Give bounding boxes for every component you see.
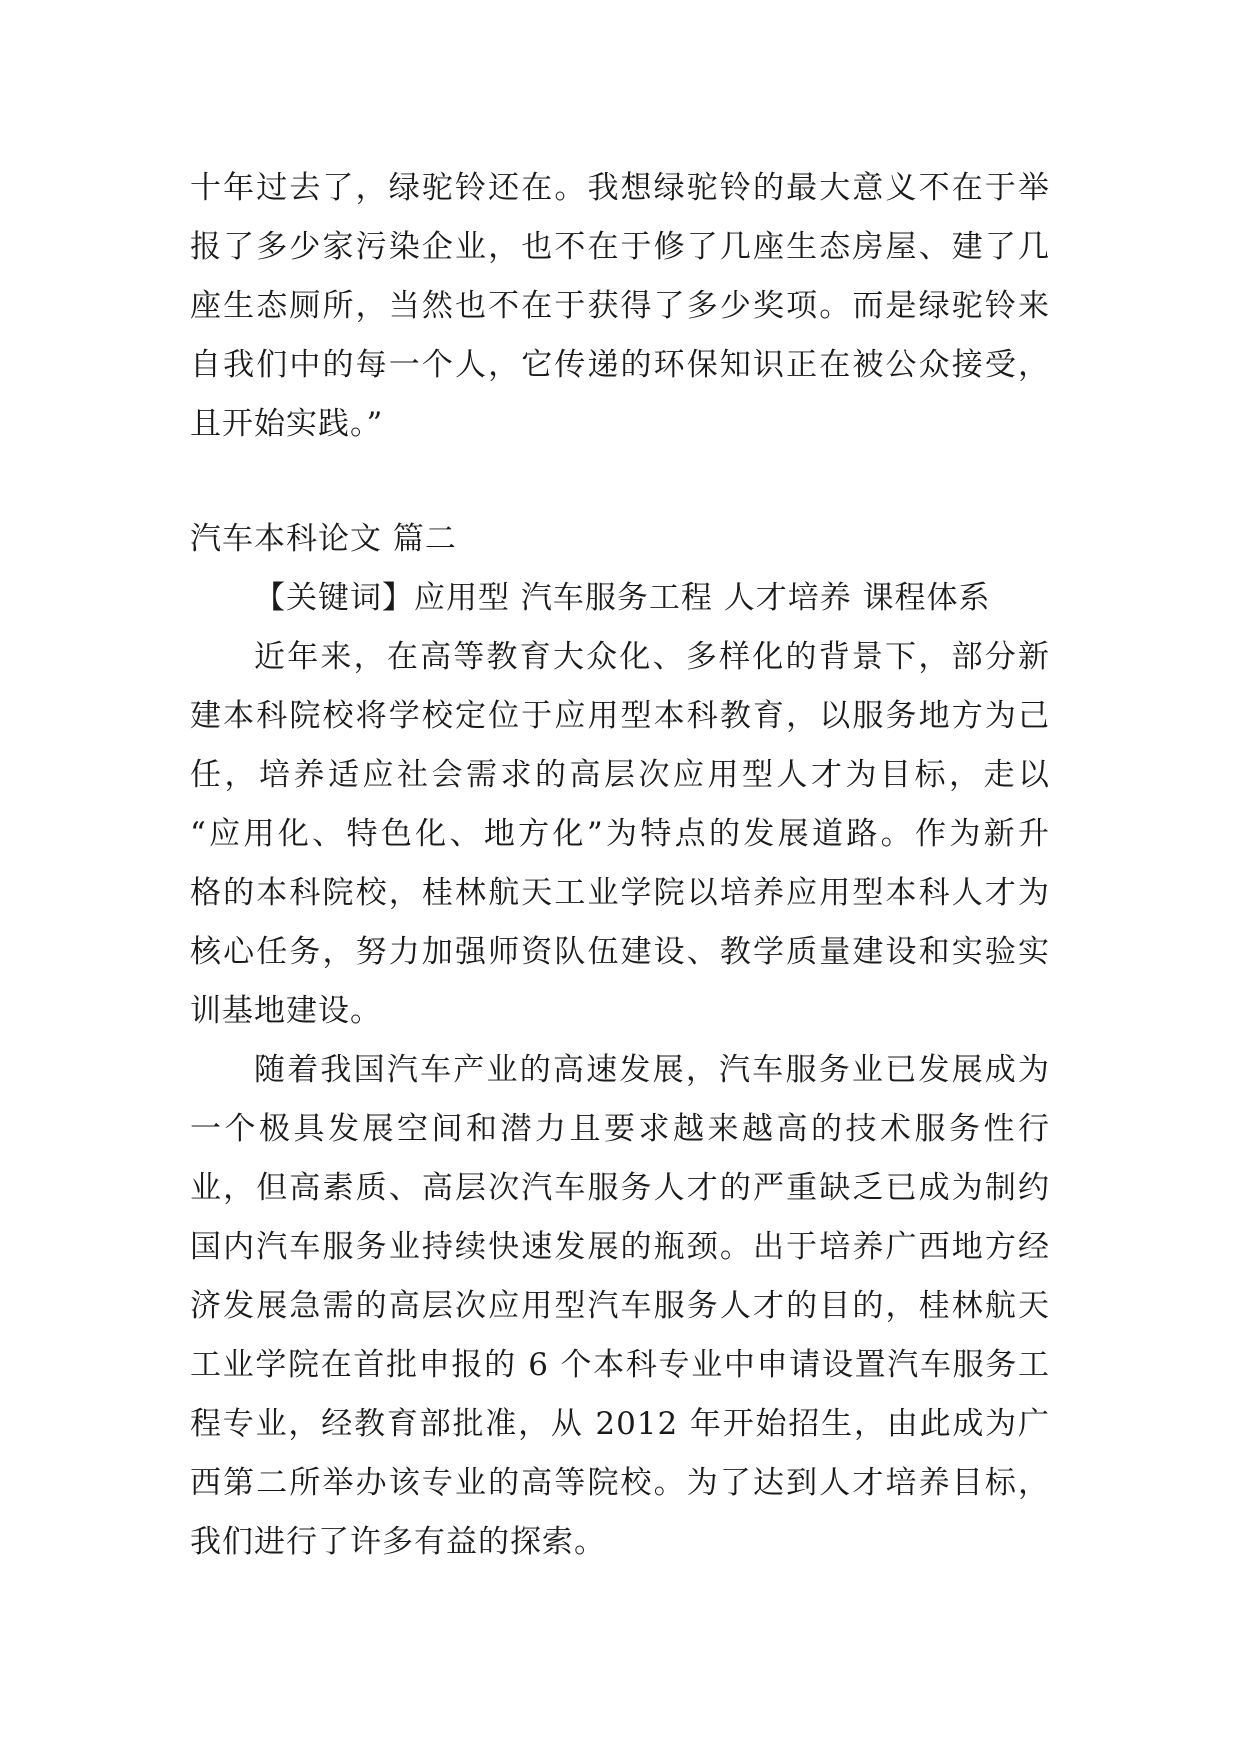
text-line: 格的本科院校，桂林航天工业学院以培养应用型本科人才为	[190, 875, 1050, 911]
text-line: 济发展急需的高层次应用型汽车服务人才的目的，桂林航天	[190, 1288, 1050, 1324]
text-line: 西第二所举办该专业的高等院校。为了达到人才培养目标，	[190, 1465, 1050, 1501]
text-line: 一个极具发展空间和潜力且要求越来越高的技术服务性行	[190, 1111, 1050, 1147]
text-line: 随着我国汽车产业的高速发展，汽车服务业已发展成为	[254, 1052, 1050, 1088]
text-line: 十年过去了，绿驼铃还在。我想绿驼铃的最大意义不在于举	[190, 170, 1050, 206]
section-heading: 汽车本科论文 篇二	[190, 521, 457, 557]
text-line: 任，培养适应社会需求的高层次应用型人才为目标，走以	[190, 757, 1050, 793]
text-line: 建本科院校将学校定位于应用型本科教育，以服务地方为己	[190, 698, 1050, 734]
text-line: 座生态厕所，当然也不在于获得了多少奖项。而是绿驼铃来	[190, 288, 1050, 324]
text-line: 近年来，在高等教育大众化、多样化的背景下，部分新	[254, 639, 1050, 675]
text-line: 自我们中的每一个人，它传递的环保知识正在被公众接受，	[190, 347, 1050, 383]
text-line: “应用化、特色化、地方化”为特点的发展道路。作为新升	[190, 816, 1050, 852]
text-line: 工业学院在首批申报的 6 个本科专业中申请设置汽车服务工	[190, 1347, 1050, 1383]
text-line: 且开始实践。”	[190, 406, 384, 442]
text-line: 程专业，经教育部批准，从 2012 年开始招生，由此成为广	[190, 1406, 1050, 1442]
keywords-line: 【关键词】应用型 汽车服务工程 人才培养 课程体系	[254, 580, 991, 616]
text-line: 国内汽车服务业持续快速发展的瓶颈。出于培养广西地方经	[190, 1229, 1050, 1265]
text-line: 训基地建设。	[190, 993, 382, 1029]
text-line: 我们进行了许多有益的探索。	[190, 1524, 606, 1560]
text-line: 报了多少家污染企业，也不在于修了几座生态房屋、建了几	[190, 229, 1050, 265]
text-line: 业，但高素质、高层次汽车服务人才的严重缺乏已成为制约	[190, 1170, 1050, 1206]
text-line: 核心任务，努力加强师资队伍建设、教学质量建设和实验实	[190, 934, 1050, 970]
